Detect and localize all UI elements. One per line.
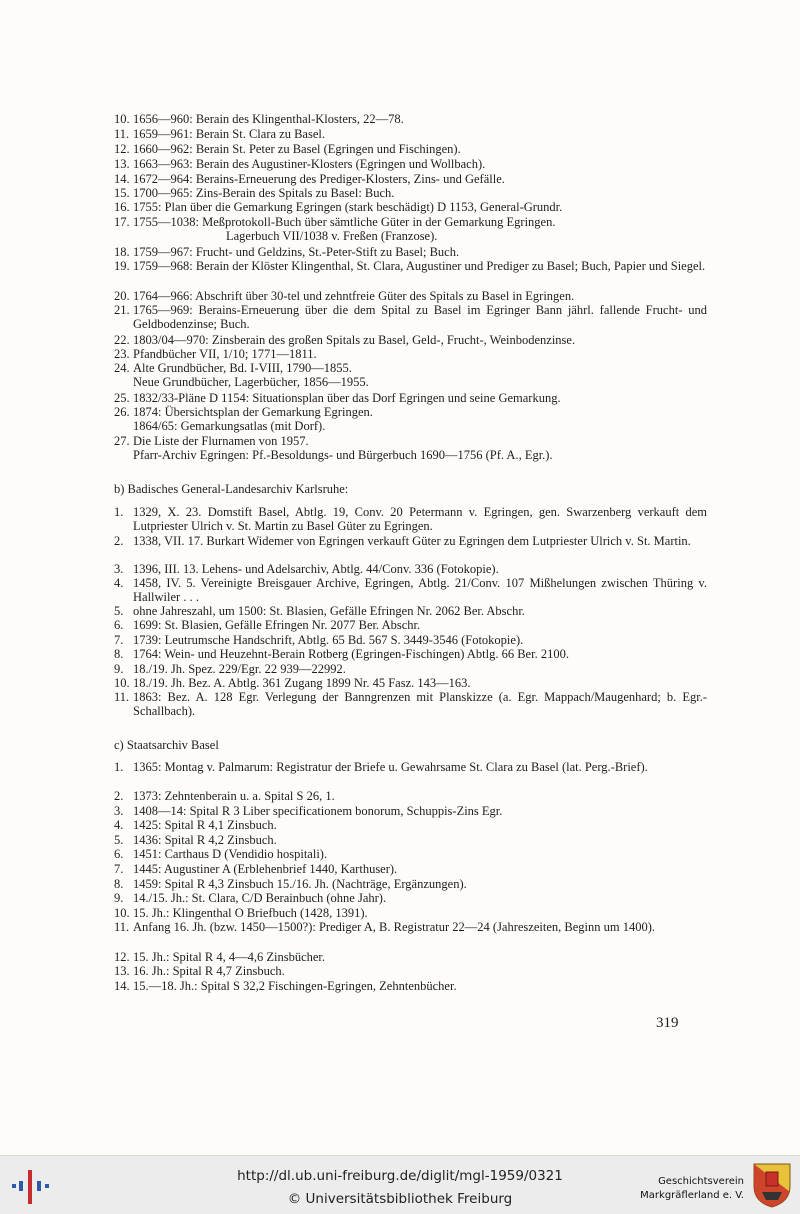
list-item: 14. 1672—964: Berains-Erneuerung des Prediger-Klosters, Zins- und Gefälle. [114,172,505,186]
society-name: Geschichtsverein [658,1176,744,1187]
list-item: 20. 1764—966: Abschrift über 30-tel und zehntfreie Güter des Spitals zu Basel in Egringen. [114,289,575,303]
list-item: 7. 1739: Leutrumsche Handschrift, Abtlg. 65 Bd. 567 S. 3449-3546 (Fotokopie). [114,633,524,647]
list-item: 19. 1759—968: Berain der Klöster Klingenthal, St. Clara, Augustiner und Prediger zu Basel; Buch, Papier und Siegel. [114,259,706,273]
list-item: 22. 1803/04—970: Zinsberain des großen Spitals zu Basel, Geld-, Frucht-, Weinbodenzinse. [114,333,576,347]
list-item: 23. Pfandbücher VII, 1/10; 1771—1811. [114,347,317,361]
list-item: 3. 1408—14: Spital R 3 Liber specificationem bonorum, Schuppis-Zins Egr. [114,804,503,818]
list-item: 17. 1755—1038: Meßprotokoll-Buch über sämtliche Güter in der Gemarkung Egringen. Lagerbuch VII/1038 v. Freßen (Franzose). [114,215,556,243]
list-item: 4. 1425: Spital R 4,1 Zinsbuch. [114,818,277,832]
list-item: 12. 1660—962: Berain St. Peter zu Basel (Egringen und Fischingen). [114,142,461,156]
footer-copyright: © Universitätsbibliothek Freiburg [287,1191,513,1207]
footer-url-link[interactable]: http://dl.ub.uni-freiburg.de/diglit/mgl-1959/0321 [237,1168,563,1184]
list-item: 1. 1329, X. 23. Domstift Basel, Abtlg. 19, Conv. 20 Petermann v. Egringen, gen. Swarzenberg verkauft dem Lutpriester Ulrich v. St. Martin zu Basel Güter zu Egringen. [114,505,707,533]
list-item: 11. 1863: Bez. A. 128 Egr. Verlegung der Banngrenzen mit Planskizze (a. Egr. Mappach/Maugenhard; b. Egr.-Schallbach). [114,690,707,718]
list-item: 4. 1458, IV. 5. Vereinigte Breisgauer Archive, Egringen, Abtlg. 21/Conv. 107 Mißhelungen zwischen Thüring v. Hallwiler . . . [114,576,707,604]
list-item: 8. 1764: Wein- und Heuzehnt-Berain Rotberg (Egringen-Fischingen) Abtlg. 66 Ber. 2100. [114,647,569,661]
list-item: 21. 1765—969: Berains-Erneuerung über die dem Spital zu Basel im Egringer Bann jährl. fallende Frucht- und Geldbodenzinse; Buch. [114,303,707,331]
list-item: 14. 15.—18. Jh.: Spital S 32,2 Fischingen-Egringen, Zehntenbücher. [114,979,457,993]
list-item: 13. 16. Jh.: Spital R 4,7 Zinsbuch. [114,964,285,978]
list-item: 16. 1755: Plan über die Gemarkung Egringen (stark beschädigt) D 1153, General-Grundr. [114,200,563,214]
list-item: 7. 1445: Augustiner A (Erblehenbrief 1440, Karthuser). [114,862,398,876]
list-item: 11. Anfang 16. Jh. (bzw. 1450—1500?): Prediger A, B. Registratur 22—24 (Jahreszeiten, Beginn um 1400). [114,920,656,934]
list-item: 11. 1659—961: Berain St. Clara zu Basel. [114,127,325,141]
list-item: 13. 1663—963: Berain des Augustiner-Klosters (Egringen und Wollbach). [114,157,486,171]
list-item: 27. Die Liste der Flurnamen von 1957. Pfarr-Archiv Egringen: Pf.-Besoldungs- und Bürgerbuch 1690—1756 (Pf. A., Egr.). [114,434,553,462]
list-item: 5. ohne Jahreszahl, um 1500: St. Blasien, Gefälle Efringen Nr. 2062 Ber. Abschr. [114,604,525,618]
list-item: 10. 15. Jh.: Klingenthal O Briefbuch (1428, 1391). [114,906,368,920]
list-item: 10. 1656—960: Berain des Klingenthal-Klosters, 22—78. [114,112,404,126]
page-number: 319 [656,1015,679,1031]
list-item: 25. 1832/33-Pläne D 1154: Situationsplan über das Dorf Egringen und seine Gemarkung. [114,391,561,405]
list-item: 1. 1365: Montag v. Palmarum: Registratur der Briefe u. Gewahrsame St. Clara zu Basel (lat. Perg.-Brief). [114,760,648,774]
list-item: 3. 1396, III. 13. Lehens- und Adelsarchiv, Abtlg. 44/Conv. 336 (Fotokopie). [114,562,499,576]
section-heading: b) Badisches General-Landesarchiv Karlsruhe: [114,482,349,496]
coat-of-arms-icon [752,1162,792,1208]
list-item: 10. 18./19. Jh. Bez. A. Abtlg. 361 Zugang 1899 Nr. 45 Fasz. 143—163. [114,676,471,690]
list-item: 2. 1338, VII. 17. Burkart Widemer von Egringen verkauft Güter zu Egringen dem Lutpriester Ulrich v. St. Martin. [114,534,691,548]
list-item: 8. 1459: Spital R 4,3 Zinsbuch 15./16. Jh. (Nachträge, Ergänzungen). [114,877,467,891]
list-item: 24. Alte Grundbücher, Bd. I-VIII, 1790—1855. Neue Grundbücher, Lagerbücher, 1856—1955. [114,361,369,389]
list-item: 18. 1759—967: Frucht- und Geldzins, St.-Peter-Stift zu Basel; Buch. [114,245,460,259]
section-heading: c) Staatsarchiv Basel [114,738,219,752]
list-item: 9. 14./15. Jh.: St. Clara, C/D Berainbuch (ohne Jahr). [114,891,387,905]
footer-bar [0,1155,800,1214]
society-name-line2: Markgräflerland e. V. [640,1190,744,1201]
list-item: 2. 1373: Zehntenberain u. a. Spital S 26, 1. [114,789,335,803]
list-item: 12. 15. Jh.: Spital R 4, 4—4,6 Zinsbücher. [114,950,326,964]
list-item: 9. 18./19. Jh. Spez. 229/Egr. 22 939—22992. [114,662,346,676]
list-item: 5. 1436: Spital R 4,2 Zinsbuch. [114,833,277,847]
list-item: 6. 1451: Carthaus D (Vendidio hospitali). [114,847,328,861]
list-item: 26. 1874: Übersichtsplan der Gemarkung Egringen. 1864/65: Gemarkungsatlas (mit Dorf). [114,405,373,433]
list-item: 6. 1699: St. Blasien, Gefälle Efringen Nr. 2077 Ber. Abschr. [114,618,421,632]
list-item: 15. 1700—965: Zins-Berain des Spitals zu Basel: Buch. [114,186,395,200]
